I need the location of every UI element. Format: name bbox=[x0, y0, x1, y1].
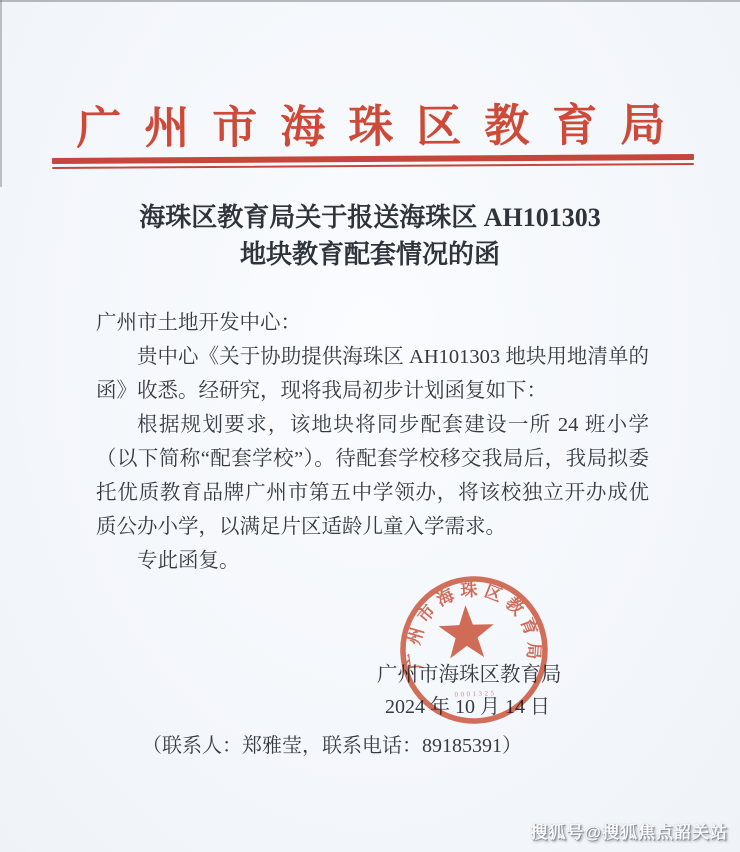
star-icon bbox=[438, 604, 495, 658]
document-title bbox=[40, 199, 700, 273]
seal-ring-text: 广州市海珠区教育局 bbox=[404, 580, 544, 671]
salutation: 广州市土地开发中心： bbox=[96, 312, 301, 334]
paragraph-2: 根据规划要求，该地块将同步配套建设一所 24 班小学（以下简称“配套学校”）。待配套学校移交我局后，我局拟委托优质教育品牌广州市第五中学领办，将该校独立开办成优质公办小学，以满足片区适龄儿童入学需求。 bbox=[96, 414, 649, 538]
official-seal bbox=[393, 571, 554, 730]
letterhead-agency-name: 广州市海珠区教育局 bbox=[76, 100, 689, 154]
paragraph-3: 专此函复。 bbox=[137, 550, 240, 572]
seal-code: 0001325 bbox=[454, 689, 497, 699]
contact-info: （联系人：郑雅莹，联系电话：89185391） bbox=[142, 735, 522, 757]
document-title-line1: 海珠区教育局关于报送海珠区 AH101303 bbox=[139, 203, 601, 232]
paragraph-1: 贵中心《关于协助提供海珠区 AH101303 地块用地清单的函》收悉。经研究，现将我局初步计划函复如下： bbox=[96, 346, 649, 402]
scan-top-edge bbox=[0, 0, 740, 2]
watermark-text: 搜狐号@搜狐焦点韶关站 bbox=[530, 823, 728, 842]
letter-body bbox=[96, 306, 649, 578]
document-title-line2: 地块教育配套情况的函 bbox=[239, 240, 500, 269]
signature-agency: 广州市海珠区教育局 bbox=[377, 664, 562, 686]
signature-date: 2024 年 10 月 14 日 bbox=[385, 696, 550, 718]
divider-thin-rule bbox=[52, 163, 694, 169]
